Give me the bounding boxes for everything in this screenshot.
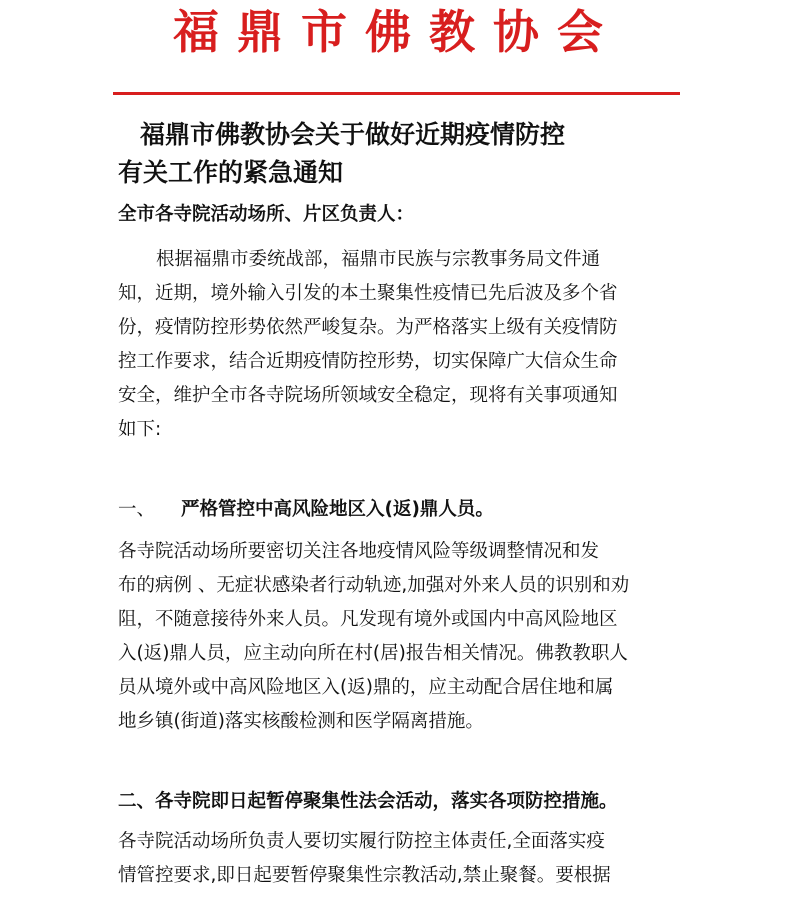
intro-line: 份，疫情防控形势依然严峻复杂。为严格落实上级有关疫情防 — [118, 317, 618, 338]
section-1-line: 员从境外或中高风险地区入(返)鼎的，应主动配合居住地和属 — [118, 677, 614, 698]
salutation — [118, 198, 678, 232]
salutation-text: 全市各寺院活动场所、片区负责人： — [118, 204, 415, 225]
intro-line: 安全，维护全市各寺院场所领域安全稳定，现将有关事项通知 — [118, 385, 618, 406]
intro-line: 控工作要求，结合近期疫情防控形势，切实保障广大信众生命 — [118, 351, 618, 372]
organization-letterhead: 福鼎市佛教协会 — [173, 5, 621, 59]
section-1-line: 阻，不随意接待外来人员。凡发现有境外或国内中高风险地区 — [118, 609, 618, 630]
intro-line: 知，近期，境外输入引发的本土聚集性疫情已先后波及多个省 — [118, 283, 618, 304]
section-1-heading-text: 严格管控中高风险地区入(返)鼎人员。 — [181, 499, 494, 520]
section-1-heading — [118, 493, 678, 527]
section-2-paragraph — [118, 825, 678, 893]
notice-title — [118, 116, 698, 192]
letterhead-divider — [113, 92, 680, 95]
section-1-line: 入(返)鼎人员，应主动向所在村(居)报告相关情况。佛教教职人 — [118, 643, 628, 664]
section-2-line: 情管控要求,即日起要暂停聚集性宗教活动,禁止聚餐。要根据 — [118, 865, 611, 886]
section-1-line: 布的病例 、无症状感染者行动轨迹,加强对外来人员的识别和劝 — [118, 575, 630, 596]
section-2-heading — [118, 785, 678, 819]
section-1-line: 地乡镇(街道)落实核酸检测和医学隔离措施。 — [118, 711, 484, 732]
intro-line: 根据福鼎市委统战部，福鼎市民族与宗教事务局文件通 — [156, 249, 601, 270]
notice-title-line-2: 有关工作的紧急通知 — [118, 158, 344, 187]
intro-line: 如下: — [118, 419, 162, 440]
notice-title-line-1: 福鼎市佛教协会关于做好近期疫情防控 — [140, 120, 566, 149]
section-2-line: 各寺院活动场所负责人要切实履行防控主体责任,全面落实疫 — [118, 831, 605, 852]
intro-paragraph — [118, 243, 678, 447]
section-1-number: 一、 — [118, 499, 156, 520]
section-1-paragraph — [118, 535, 678, 739]
section-2-heading-text: 二、各寺院即日起暂停聚集性法会活动，落实各项防控措施。 — [118, 791, 618, 812]
section-1-line: 各寺院活动场所要密切关注各地疫情风险等级调整情况和发 — [118, 541, 600, 562]
